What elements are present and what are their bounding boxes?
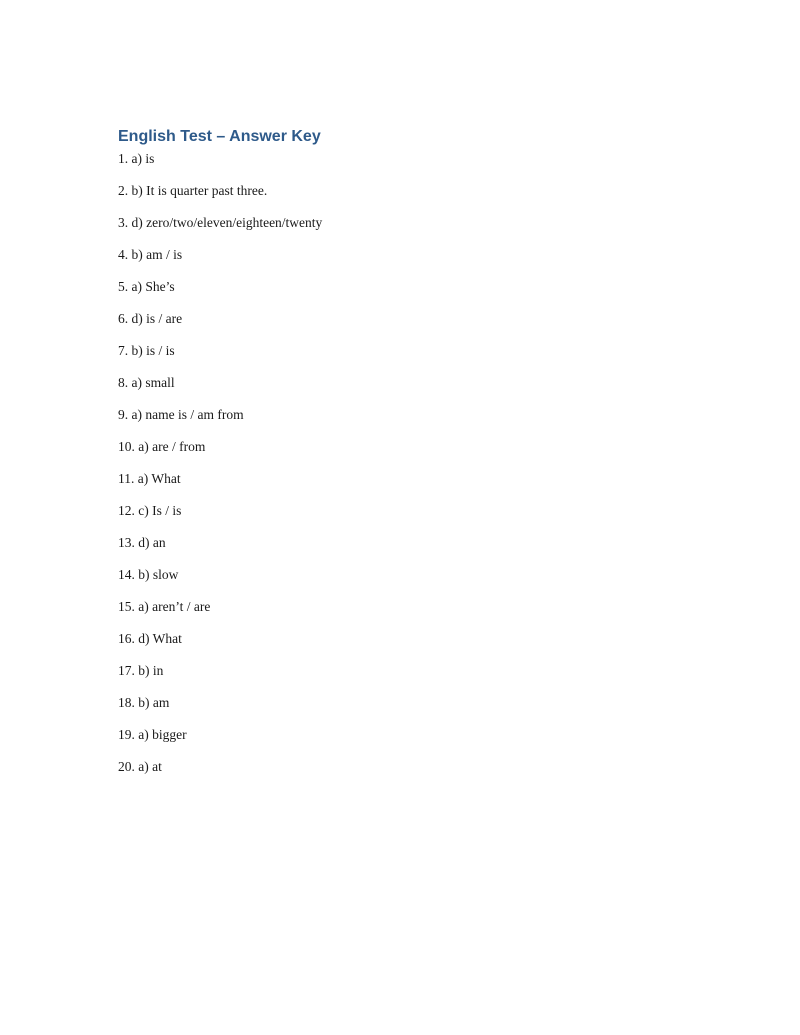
answer-item-16: 16. d) What xyxy=(118,631,182,646)
answer-item-11: 11. a) What xyxy=(118,471,181,486)
answer-item-19: 19. a) bigger xyxy=(118,727,187,742)
answer-item-10: 10. a) are / from xyxy=(118,439,206,454)
answer-item-4: 4. b) am / is xyxy=(118,247,183,262)
answer-list xyxy=(118,150,678,790)
answer-item-2: 2. b) It is quarter past three. xyxy=(118,183,268,198)
answer-item-7: 7. b) is / is xyxy=(118,343,175,358)
answer-item-13: 13. d) an xyxy=(118,535,166,550)
answer-item-8: 8. a) small xyxy=(118,375,175,390)
answer-item-14: 14. b) slow xyxy=(118,567,179,582)
answer-item-3: 3. d) zero/two/eleven/eighteen/twenty xyxy=(118,215,323,230)
document-body xyxy=(118,124,678,790)
answer-item-17: 17. b) in xyxy=(118,663,164,678)
answer-item-9: 9. a) name is / am from xyxy=(118,407,244,422)
answer-item-1: 1. a) is xyxy=(118,151,155,166)
answer-item-5: 5. a) She’s xyxy=(118,279,175,294)
answer-item-20: 20. a) at xyxy=(118,759,162,774)
answer-item-12: 12. c) Is / is xyxy=(118,503,182,518)
answer-item-15: 15. a) aren’t / are xyxy=(118,599,211,614)
answer-item-6: 6. d) is / are xyxy=(118,311,183,326)
answer-item-18: 18. b) am xyxy=(118,695,170,710)
document-title: English Test – Answer Key xyxy=(118,128,321,145)
